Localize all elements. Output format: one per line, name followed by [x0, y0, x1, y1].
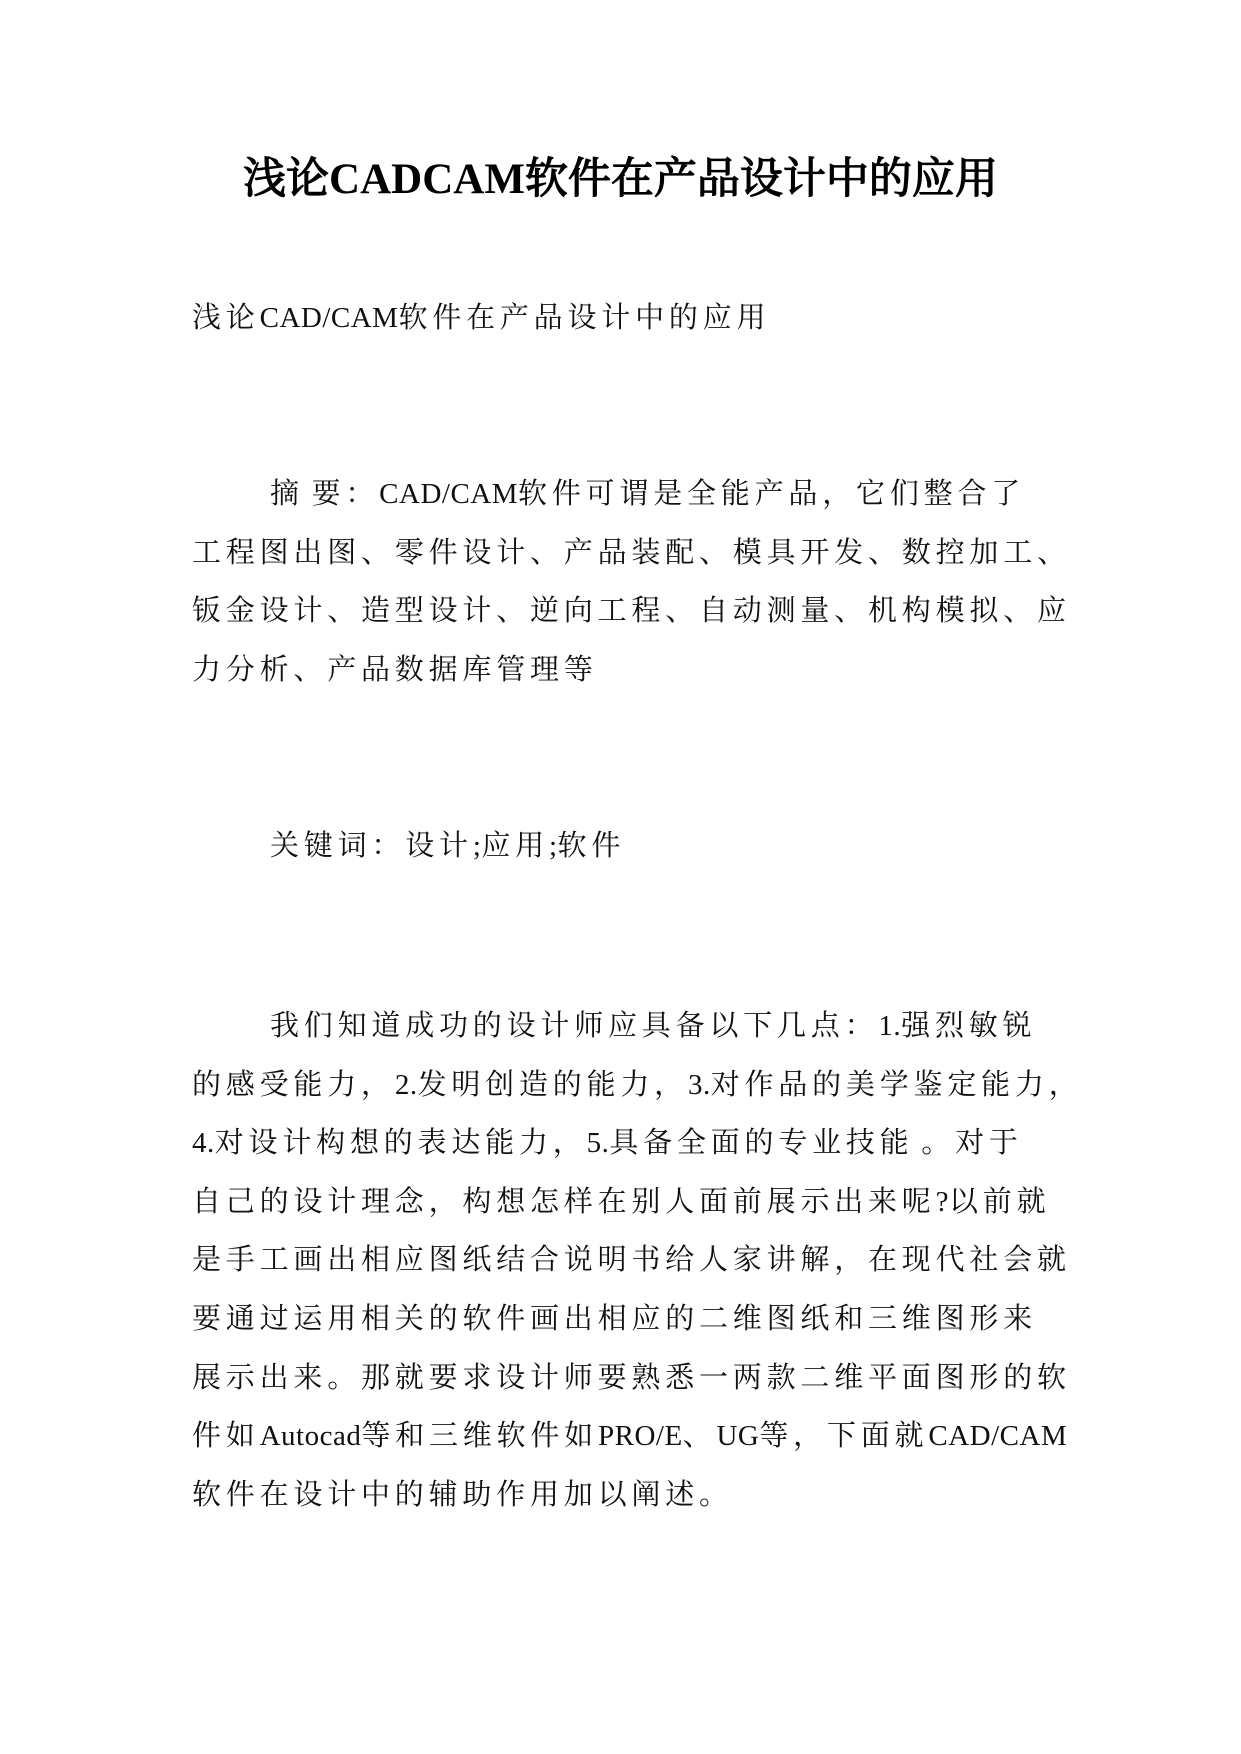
keywords-paragraph — [192, 817, 1092, 876]
subtitle-block — [192, 289, 1092, 348]
abstract-line: 力分析、产品数据库管理等 — [192, 653, 598, 686]
latin-text-run: 3. — [687, 1068, 711, 1101]
body-line: 自己的设计理念，构想怎样在别人面前展示出来呢?以前就 — [192, 1185, 1051, 1218]
body-line: 件如Autocad等和三维软件如PRO/E、UG等，下面就CAD/CAM — [192, 1420, 1068, 1453]
body-paragraph — [192, 997, 1092, 1524]
body-line: 是手工画出相应图纸结合说明书给人家讲解，在现代社会就 — [192, 1244, 1071, 1277]
latin-text-run: ; — [548, 830, 558, 862]
body-line: 软件在设计中的辅助作用加以阐述。 — [192, 1478, 733, 1511]
body-line: 的感受能力，2.发明创造的能力，3.对作品的美学鉴定能力， — [192, 1068, 1083, 1101]
body-line: 展示出来。那就要求设计师要熟悉一两款二维平面图形的软 — [192, 1361, 1071, 1394]
abstract-line: 工程图出图、零件设计、产品装配、模具开发、数控加工、 — [192, 536, 1071, 569]
latin-text-run — [914, 1127, 922, 1159]
latin-text-run: Autocad — [259, 1420, 362, 1453]
latin-text-run: UG — [716, 1420, 760, 1453]
abstract-line: 摘 要：CAD/CAM软件可谓是全能产品，它们整合了 — [270, 478, 1026, 510]
latin-text-run: PRO/E — [597, 1420, 683, 1453]
latin-text-run: 4. — [192, 1127, 215, 1160]
keywords-line: 关键词：设计;应用;软件 — [270, 830, 626, 862]
latin-text-run: CAD/CAM — [928, 1420, 1068, 1453]
latin-text-run: CAD/CAM — [259, 302, 399, 334]
latin-text-run: ? — [935, 1185, 949, 1218]
latin-text-run: 1. — [878, 1010, 902, 1042]
body-line: 4.对设计构想的表达能力，5.具备全面的专业技能 。对于 — [192, 1127, 1023, 1160]
latin-text-run: 5. — [586, 1127, 610, 1160]
abstract-paragraph — [192, 465, 1092, 699]
body-line: 要通过运用相关的软件画出相应的二维图纸和三维图形来 — [192, 1302, 1038, 1335]
latin-text-run: 2. — [394, 1068, 418, 1101]
latin-text-run: CAD/CAM — [379, 478, 519, 510]
latin-text-run — [304, 478, 312, 510]
abstract-line: 钣金设计、造型设计、逆向工程、自动测量、机构模拟、应 — [192, 595, 1071, 628]
body-line: 我们知道成功的设计师应具备以下几点：1.强烈敏锐 — [270, 1010, 1037, 1042]
latin-text-run: ; — [472, 830, 482, 862]
document-title: 浅论CADCAM软件在产品设计中的应用 — [243, 156, 998, 203]
subtitle-line: 浅论CAD/CAM软件在产品设计中的应用 — [192, 302, 771, 334]
